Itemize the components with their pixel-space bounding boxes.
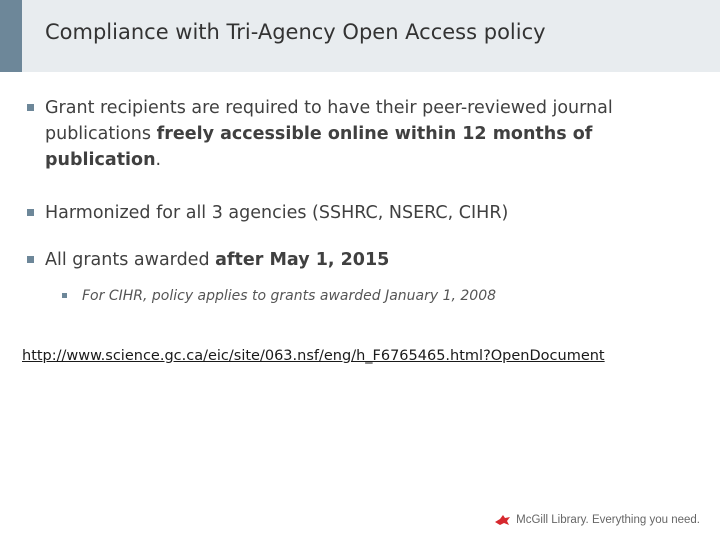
bullet-text (45, 95, 685, 173)
bullet-text-bold: after May 1, 2015 (215, 250, 390, 270)
bullet-grant-recipients (25, 95, 685, 173)
policy-link[interactable]: http://www.science.gc.ca/eic/site/063.nsf/eng/h_F6765465.html?OpenDocument (22, 348, 605, 364)
bullet-text (45, 247, 685, 273)
title-accent-bar (0, 0, 22, 72)
bullet-text-part1: Grant recipients are required to have their peer-reviewed journal publications (45, 98, 613, 144)
bullet-text-bold: freely accessible online within 12 months of publication (45, 124, 593, 170)
footer-brand-text: McGill Library. Everything you need. (516, 514, 700, 526)
footer-branding (494, 513, 700, 527)
bullet-harmonized (25, 200, 685, 226)
bullet-text: Harmonized for all 3 agencies (SSHRC, NSERC, CIHR) (45, 203, 509, 223)
slide-title: Compliance with Tri-Agency Open Access policy (45, 20, 546, 44)
bullet-text-part1: All grants awarded (45, 250, 216, 270)
square-bullet-icon (27, 256, 34, 263)
square-bullet-icon (62, 293, 67, 298)
title-bar (0, 0, 720, 72)
martlet-bird-icon (494, 513, 512, 527)
bullet-text-part2: . (155, 150, 162, 170)
sub-bullet-text: For CIHR, policy applies to grants awarded January 1, 2008 (82, 288, 497, 304)
square-bullet-icon (27, 104, 34, 111)
bullet-all-grants (25, 247, 685, 273)
sub-bullet-cihr (62, 286, 682, 306)
square-bullet-icon (27, 209, 34, 216)
